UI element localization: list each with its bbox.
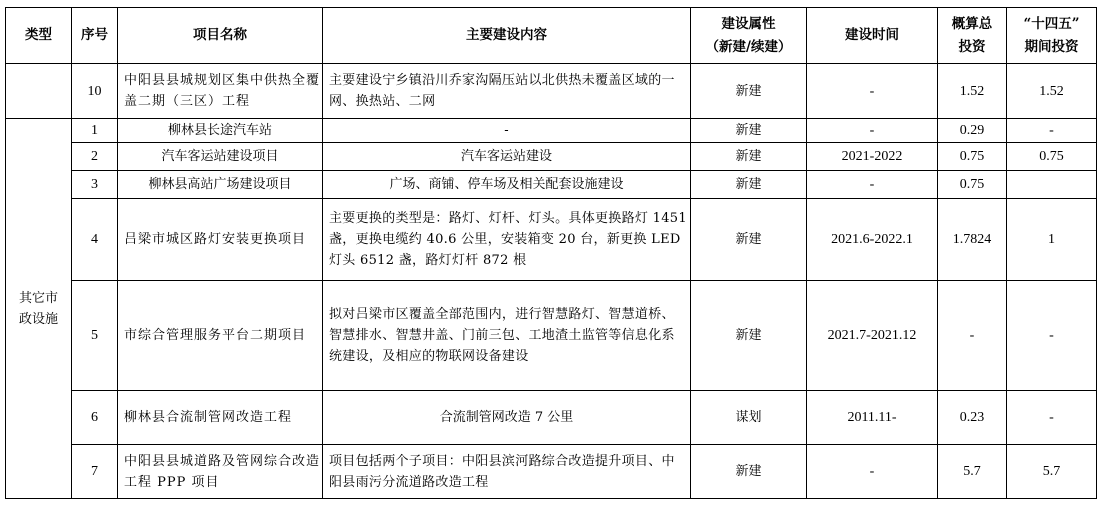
row-time: 2011.11- bbox=[807, 391, 938, 445]
header-time: 建设时间 bbox=[807, 8, 938, 64]
row-plan: 1 bbox=[1007, 199, 1097, 281]
row-no: 1 bbox=[72, 119, 118, 143]
table-row bbox=[6, 171, 1097, 199]
header-plan bbox=[1007, 8, 1097, 64]
category-cell bbox=[6, 119, 72, 499]
row-total: 0.23 bbox=[938, 391, 1007, 445]
row-time: - bbox=[807, 119, 938, 143]
type-cell-empty bbox=[6, 64, 72, 119]
row-no: 6 bbox=[72, 391, 118, 445]
header-type: 类型 bbox=[6, 8, 72, 64]
row-plan: 0.75 bbox=[1007, 143, 1097, 171]
header-plan-line1: “十四五” bbox=[1023, 15, 1080, 32]
row-name: 柳林县合流制管网改造工程 bbox=[118, 391, 323, 445]
row-name: 中阳县县城规划区集中供热全覆盖二期（三区）工程 bbox=[118, 64, 323, 119]
row-content: 拟对吕梁市区覆盖全部范围内，进行智慧路灯、智慧道桥、智慧排水、智慧井盖、门前三包、工地渣土监管等信息化系统建设，及相应的物联网设备建设 bbox=[323, 281, 691, 391]
row-plan: - bbox=[1007, 119, 1097, 143]
row-total: 5.7 bbox=[938, 445, 1007, 499]
table-row bbox=[6, 391, 1097, 445]
row-no: 4 bbox=[72, 199, 118, 281]
row-plan: 5.7 bbox=[1007, 445, 1097, 499]
row-time: 2021.7-2021.12 bbox=[807, 281, 938, 391]
row-name: 柳林县长途汽车站 bbox=[118, 119, 323, 143]
row-attr: 新建 bbox=[691, 199, 807, 281]
row-time: - bbox=[807, 64, 938, 119]
row-attr: 新建 bbox=[691, 119, 807, 143]
row-no: 10 bbox=[72, 64, 118, 119]
row-content: 汽车客运站建设 bbox=[323, 143, 691, 171]
row-plan: 1.52 bbox=[1007, 64, 1097, 119]
header-plan-line2: 期间投资 bbox=[1024, 38, 1079, 55]
row-plan: - bbox=[1007, 281, 1097, 391]
row-no: 7 bbox=[72, 445, 118, 499]
header-content: 主要建设内容 bbox=[323, 8, 691, 64]
investment-table bbox=[5, 7, 1097, 499]
row-total: - bbox=[938, 281, 1007, 391]
row-content: 主要建设宁乡镇沿川乔家沟隔压站以北供热未覆盖区域的一网、换热站、二网 bbox=[323, 64, 691, 119]
header-total-line2: 投资 bbox=[958, 38, 986, 55]
row-attr: 新建 bbox=[691, 445, 807, 499]
row-total: 1.7824 bbox=[938, 199, 1007, 281]
table-row bbox=[6, 199, 1097, 281]
row-time: - bbox=[807, 445, 938, 499]
row-time: 2021.6-2022.1 bbox=[807, 199, 938, 281]
row-no: 2 bbox=[72, 143, 118, 171]
table-row bbox=[6, 119, 1097, 143]
row-total: 1.52 bbox=[938, 64, 1007, 119]
category-label: 其它市政设施 bbox=[18, 290, 58, 327]
row-total: 0.75 bbox=[938, 143, 1007, 171]
row-name: 柳林县高站广场建设项目 bbox=[118, 171, 323, 199]
row-attr: 新建 bbox=[691, 64, 807, 119]
row-plan bbox=[1007, 171, 1097, 199]
header-total bbox=[938, 8, 1007, 64]
row-content: 合流制管网改造 7 公里 bbox=[323, 391, 691, 445]
row-attr: 新建 bbox=[691, 143, 807, 171]
table-row bbox=[6, 445, 1097, 499]
row-name: 汽车客运站建设项目 bbox=[118, 143, 323, 171]
header-attr bbox=[691, 8, 807, 64]
row-time: - bbox=[807, 171, 938, 199]
header-attr-line1: 建设属性 bbox=[721, 15, 776, 32]
row-plan: - bbox=[1007, 391, 1097, 445]
row-name: 市综合管理服务平台二期项目 bbox=[118, 281, 323, 391]
row-no: 3 bbox=[72, 171, 118, 199]
table-row bbox=[6, 143, 1097, 171]
table-row bbox=[6, 281, 1097, 391]
header-row bbox=[6, 8, 1097, 64]
row-total: 0.75 bbox=[938, 171, 1007, 199]
header-attr-line2: （新建/续建） bbox=[705, 38, 792, 55]
header-name: 项目名称 bbox=[118, 8, 323, 64]
row-content: 主要更换的类型是：路灯、灯杆、灯头。具体更换路灯 1451 盏，更换电缆约 40.6 公里，安装箱变 20 台，新更换 LED 灯头 6512 盏，路灯灯杆 872 根 bbox=[323, 199, 691, 281]
row-content: - bbox=[323, 119, 691, 143]
table-row bbox=[6, 64, 1097, 119]
row-attr: 新建 bbox=[691, 281, 807, 391]
row-time: 2021-2022 bbox=[807, 143, 938, 171]
header-total-line1: 概算总 bbox=[951, 15, 993, 32]
row-attr: 新建 bbox=[691, 171, 807, 199]
row-content: 项目包括两个子项目：中阳县滨河路综合改造提升项目、中阳县雨污分流道路改造工程 bbox=[323, 445, 691, 499]
row-total: 0.29 bbox=[938, 119, 1007, 143]
row-no: 5 bbox=[72, 281, 118, 391]
row-name: 中阳县县城道路及管网综合改造工程 PPP 项目 bbox=[118, 445, 323, 499]
row-attr: 谋划 bbox=[691, 391, 807, 445]
row-content: 广场、商铺、停车场及相关配套设施建设 bbox=[323, 171, 691, 199]
header-no: 序号 bbox=[72, 8, 118, 64]
row-name: 吕梁市城区路灯安装更换项目 bbox=[118, 199, 323, 281]
